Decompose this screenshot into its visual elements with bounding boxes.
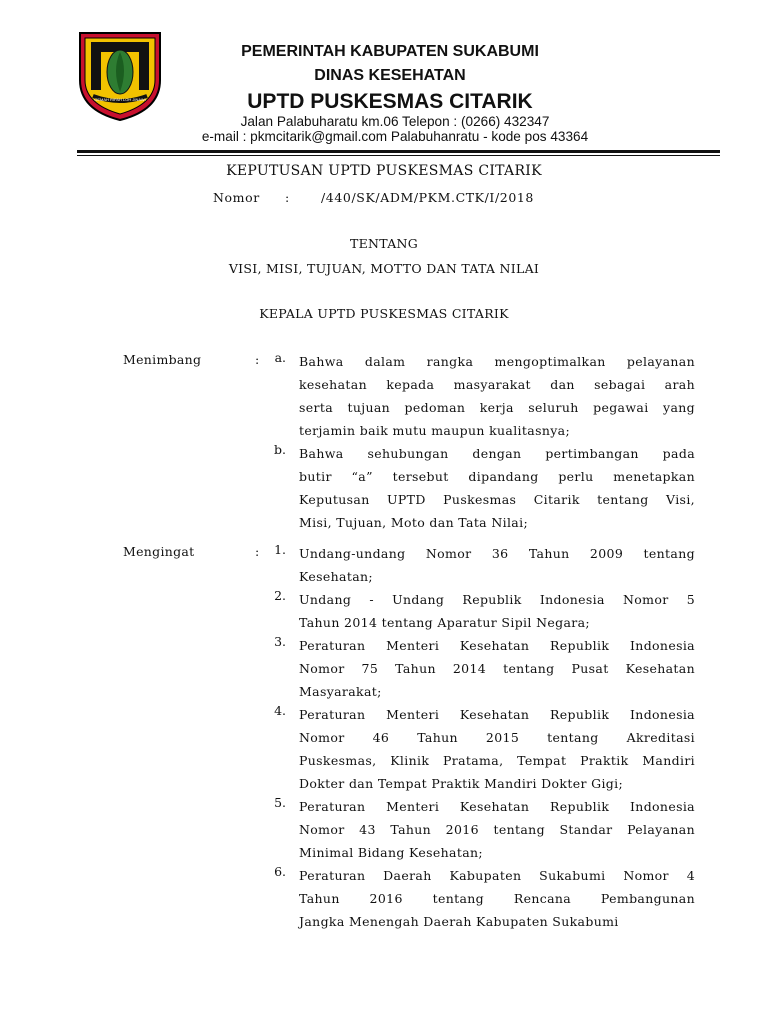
text-line: serta tujuan pedoman kerja seluruh pegawai yang [299, 400, 695, 415]
menimbang-colon: : [255, 352, 260, 367]
text-line: Nomor 75 Tahun 2014 tentang Pusat Kesehatan [299, 661, 695, 676]
text-line: Keputusan UPTD Puskesmas Citarik tentang Visi, [299, 492, 695, 507]
text-line: Jangka Menengah Daerah Kabupaten Sukabumi [299, 914, 619, 929]
letterhead [175, 40, 605, 116]
menimbang-item-text [299, 442, 695, 534]
text-line: Peraturan Daerah Kabupaten Sukabumi Nomor 4 [299, 868, 695, 883]
tentang-heading: TENTANG [349, 236, 419, 251]
text-line: Bahwa dalam rangka mengoptimalkan pelayanan [299, 354, 695, 369]
letterhead-government: PEMERINTAH KABUPATEN SUKABUMI [241, 43, 539, 60]
nomor-colon: : [285, 190, 290, 205]
text-line: Bahwa sehubungan dengan pertimbangan pada [299, 446, 695, 461]
text-line: Undang-undang Nomor 36 Tahun 2009 tentang [299, 546, 695, 561]
text-line: Nomor 46 Tahun 2015 tentang Akreditasi [299, 730, 695, 745]
text-line: Peraturan Menteri Kesehatan Republik Indonesia [299, 638, 695, 653]
menimbang-item-marker: b. [274, 442, 286, 457]
text-line: Masyarakat; [299, 684, 382, 699]
text-line: Kesehatan; [299, 569, 373, 584]
text-line: Tahun 2014 tentang Aparatur Sipil Negara; [299, 615, 590, 630]
text-line: Misi, Tujuan, Moto dan Tata Nilai; [299, 515, 529, 530]
text-line: Tahun 2016 tentang Rencana Pembangunan [299, 891, 695, 906]
kabupaten-sukabumi-logo [77, 30, 163, 122]
text-line: Minimal Bidang Kesehatan; [299, 845, 483, 860]
letterhead-contact [120, 114, 670, 144]
mengingat-item-text [299, 703, 695, 795]
menimbang-item-marker: a. [274, 350, 286, 365]
nomor-label: Nomor [213, 190, 260, 205]
mengingat-item-marker: 4. [274, 703, 286, 718]
letterhead-unit: UPTD PUSKESMAS CITARIK [247, 90, 533, 113]
nomor-value: /440/SK/ADM/PKM.CTK/I/2018 [321, 190, 534, 205]
menimbang-label: Menimbang [123, 352, 202, 367]
text-line: Peraturan Menteri Kesehatan Republik Indonesia [299, 707, 695, 722]
text-line: kesehatan kepada masyarakat dan sebagai arah [299, 377, 695, 392]
mengingat-item-text [299, 588, 695, 634]
mengingat-item-marker: 3. [274, 634, 286, 649]
text-line: butir “a” tersebut dipandang perlu menetapkan [299, 469, 695, 484]
text-line: Dokter dan Tempat Praktik Mandiri Dokter Gigi; [299, 776, 624, 791]
menimbang-item-text [299, 350, 695, 442]
document-number [213, 190, 534, 205]
header-rule-thin [77, 155, 720, 156]
mengingat-item-marker: 2. [274, 588, 286, 603]
mengingat-item-text [299, 634, 695, 703]
mengingat-item-marker: 5. [274, 795, 286, 810]
header-rule-thick [77, 150, 720, 153]
mengingat-label: Mengingat [123, 544, 195, 559]
mengingat-item-text [299, 542, 695, 588]
text-line: Peraturan Menteri Kesehatan Republik Indonesia [299, 799, 695, 814]
mengingat-item-text [299, 864, 695, 933]
mengingat-item-marker: 6. [274, 864, 286, 879]
mengingat-colon: : [255, 544, 260, 559]
letterhead-address: Jalan Palabuharatu km.06 Telepon : (0266) 432347 [240, 114, 550, 129]
issuer-heading: KEPALA UPTD PUSKESMAS CITARIK [259, 306, 509, 321]
document-subject: VISI, MISI, TUJUAN, MOTTO DAN TATA NILAI [228, 261, 540, 276]
logo-motto-text: GEMAH RIPAH LOH JINAWI [94, 97, 146, 102]
document-title: KEPUTUSAN UPTD PUSKESMAS CITARIK [226, 163, 542, 179]
text-line: Nomor 43 Tahun 2016 tentang Standar Pelayanan [299, 822, 695, 837]
text-line: Undang - Undang Republik Indonesia Nomor 5 [299, 592, 695, 607]
mengingat-item-text [299, 795, 695, 864]
text-line: Puskesmas, Klinik Pratama, Tempat Praktik Mandiri [299, 753, 695, 768]
letterhead-email: e-mail : pkmcitarik@gmail.com Palabuhanratu - kode pos 43364 [201, 129, 589, 144]
text-line: terjamin baik mutu maupun kualitasnya; [299, 423, 571, 438]
mengingat-item-marker: 1. [274, 542, 286, 557]
letterhead-agency: DINAS KESEHATAN [314, 67, 466, 84]
